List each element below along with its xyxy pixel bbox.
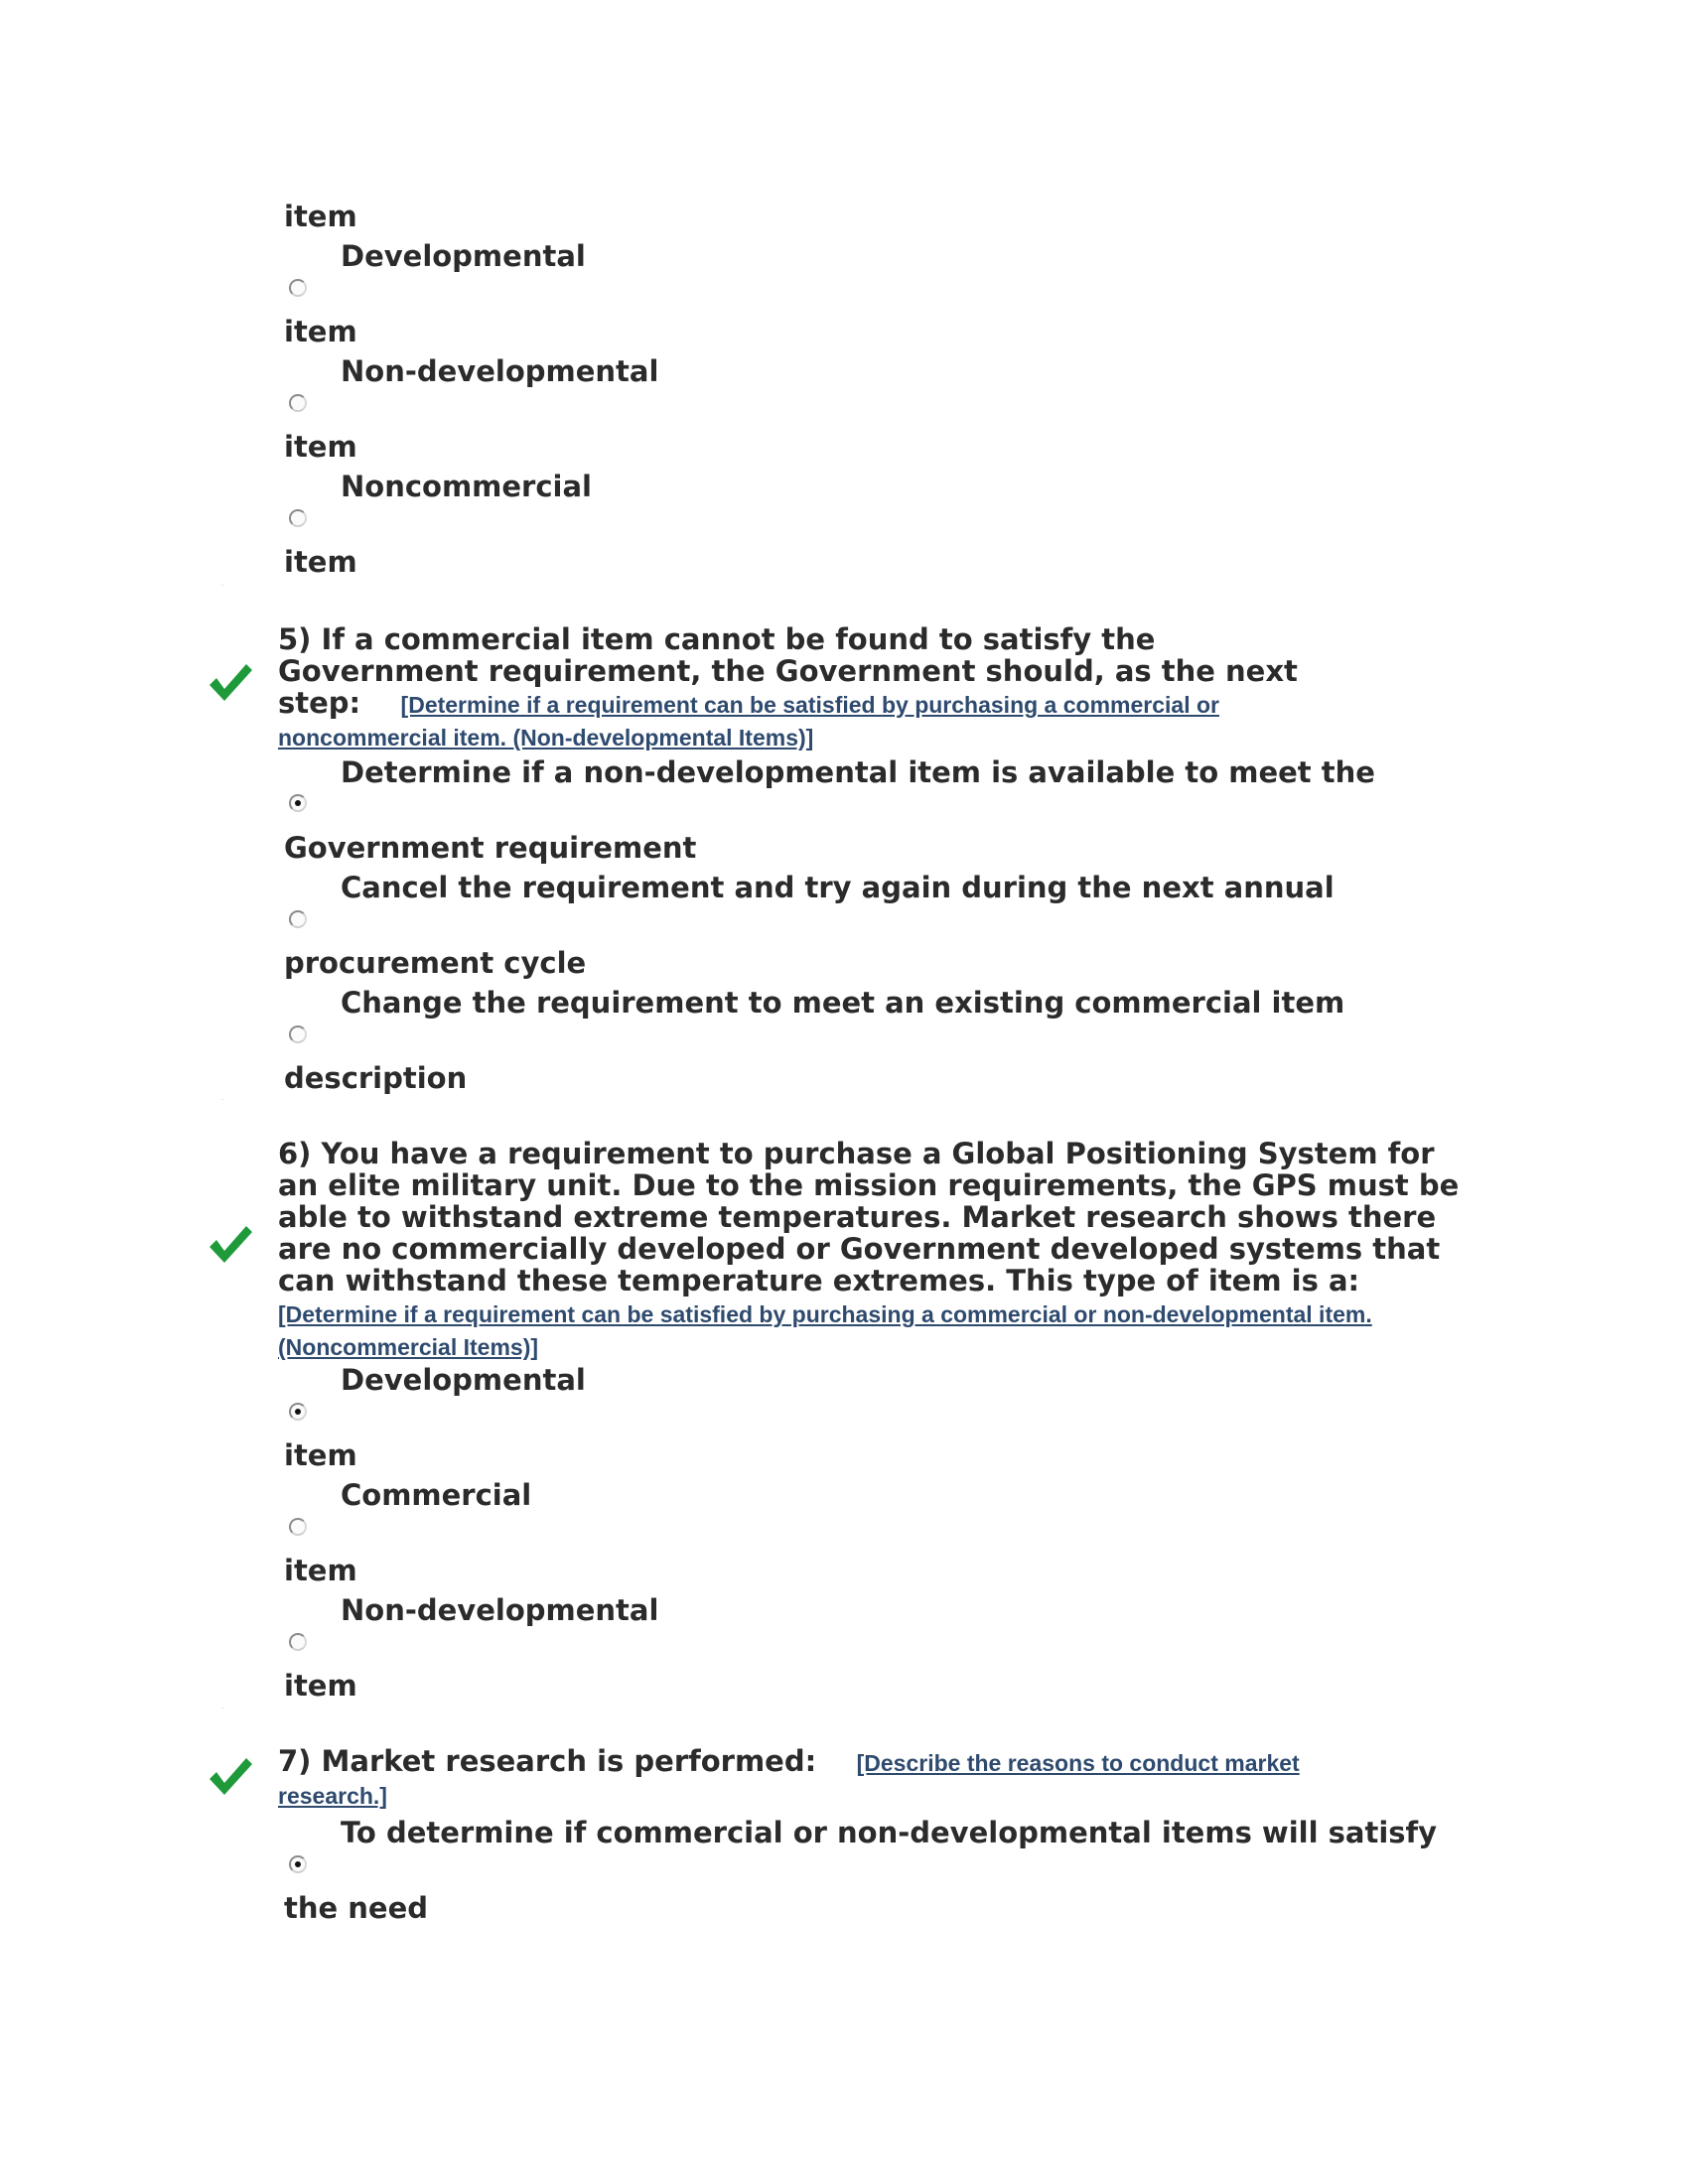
q5-reference-link[interactable]: [Determine if a requirement can be satisfied by purchasing a commercial or noncommercial item. (Non-developmental Items)] [278,692,1219,751]
q7-question [278,1745,1370,1811]
q5-option-1-radio[interactable] [289,794,307,812]
q6-option-2-line1: Commercial [341,1478,532,1512]
q4-option-1-radio[interactable] [289,279,307,297]
q6-option-1-radio[interactable] [289,1403,307,1421]
q5-option-2-radio[interactable] [289,910,307,928]
q6-question-text: 6) You have a requirement to purchase a Global Positioning System for an elite military unit. Due to the mission requirements, the GPS must be able to withstand extreme temperatures. Market research shows there are no commercially developed or Government developed systems that can withstand these temperature extremes. This type of item is a: [278,1137,1460,1297]
q7-option-1-line1: To determine if commercial or non-developmental items will satisfy [341,1816,1438,1849]
q6-option-3-line1: Non-developmental [341,1593,659,1627]
green-checkmark-icon [207,659,254,707]
q5-option-3-line2: description [284,1061,468,1095]
q4-option-1-line2: item [284,315,357,348]
q5-question [278,623,1340,752]
q5-option-2-line1: Cancel the requirement and try again during the next annual [341,871,1335,904]
q4-option-3-line2: item [284,545,357,579]
q5-option-3-line1: Change the requirement to meet an existing commercial item [341,986,1345,1020]
green-checkmark-icon [207,1221,254,1269]
q7-reference-link[interactable]: [Describe the reasons to conduct market research.] [278,1750,1300,1809]
q7-question-text: 7) Market research is performed: [278,1744,817,1778]
q5-option-3-radio[interactable] [289,1025,307,1043]
q4-option-2-radio[interactable] [289,394,307,412]
q5-option-2-line2: procurement cycle [284,946,587,980]
q5-question-text: 5) If a commercial item cannot be found to satisfy the Government requirement, the Government should, as the next step: [278,622,1298,720]
q5-option-1-line1: Determine if a non-developmental item is available to meet the [341,755,1375,789]
green-checkmark-icon [207,1753,254,1801]
separator-dot [221,1707,223,1708]
q6-option-2-radio[interactable] [289,1518,307,1536]
separator-dot [221,585,223,586]
q4-option-1-line1: Developmental [341,239,586,273]
q4-option-3-line1: Noncommercial [341,470,592,503]
q4-option-2-line2: item [284,430,357,464]
q6-option-1-line1: Developmental [341,1363,586,1397]
q6-option-3-radio[interactable] [289,1633,307,1651]
q6-option-2-line2: item [284,1554,357,1587]
q7-option-1-radio[interactable] [289,1855,307,1873]
separator-dot [221,1099,223,1100]
q7-option-1-line2: the need [284,1891,429,1925]
q6-option-3-line2: item [284,1669,357,1703]
q6-reference-link[interactable]: [Determine if a requirement can be satisfied by purchasing a commercial or non-developmental item. (Noncommercial Items)] [278,1301,1372,1360]
q4-option-2-line1: Non-developmental [341,354,659,388]
q4-prev-option-tail: item [284,200,357,233]
q6-question [278,1138,1479,1362]
q4-option-3-radio[interactable] [289,509,307,527]
q5-option-1-line2: Government requirement [284,831,697,865]
q6-option-1-line2: item [284,1438,357,1472]
